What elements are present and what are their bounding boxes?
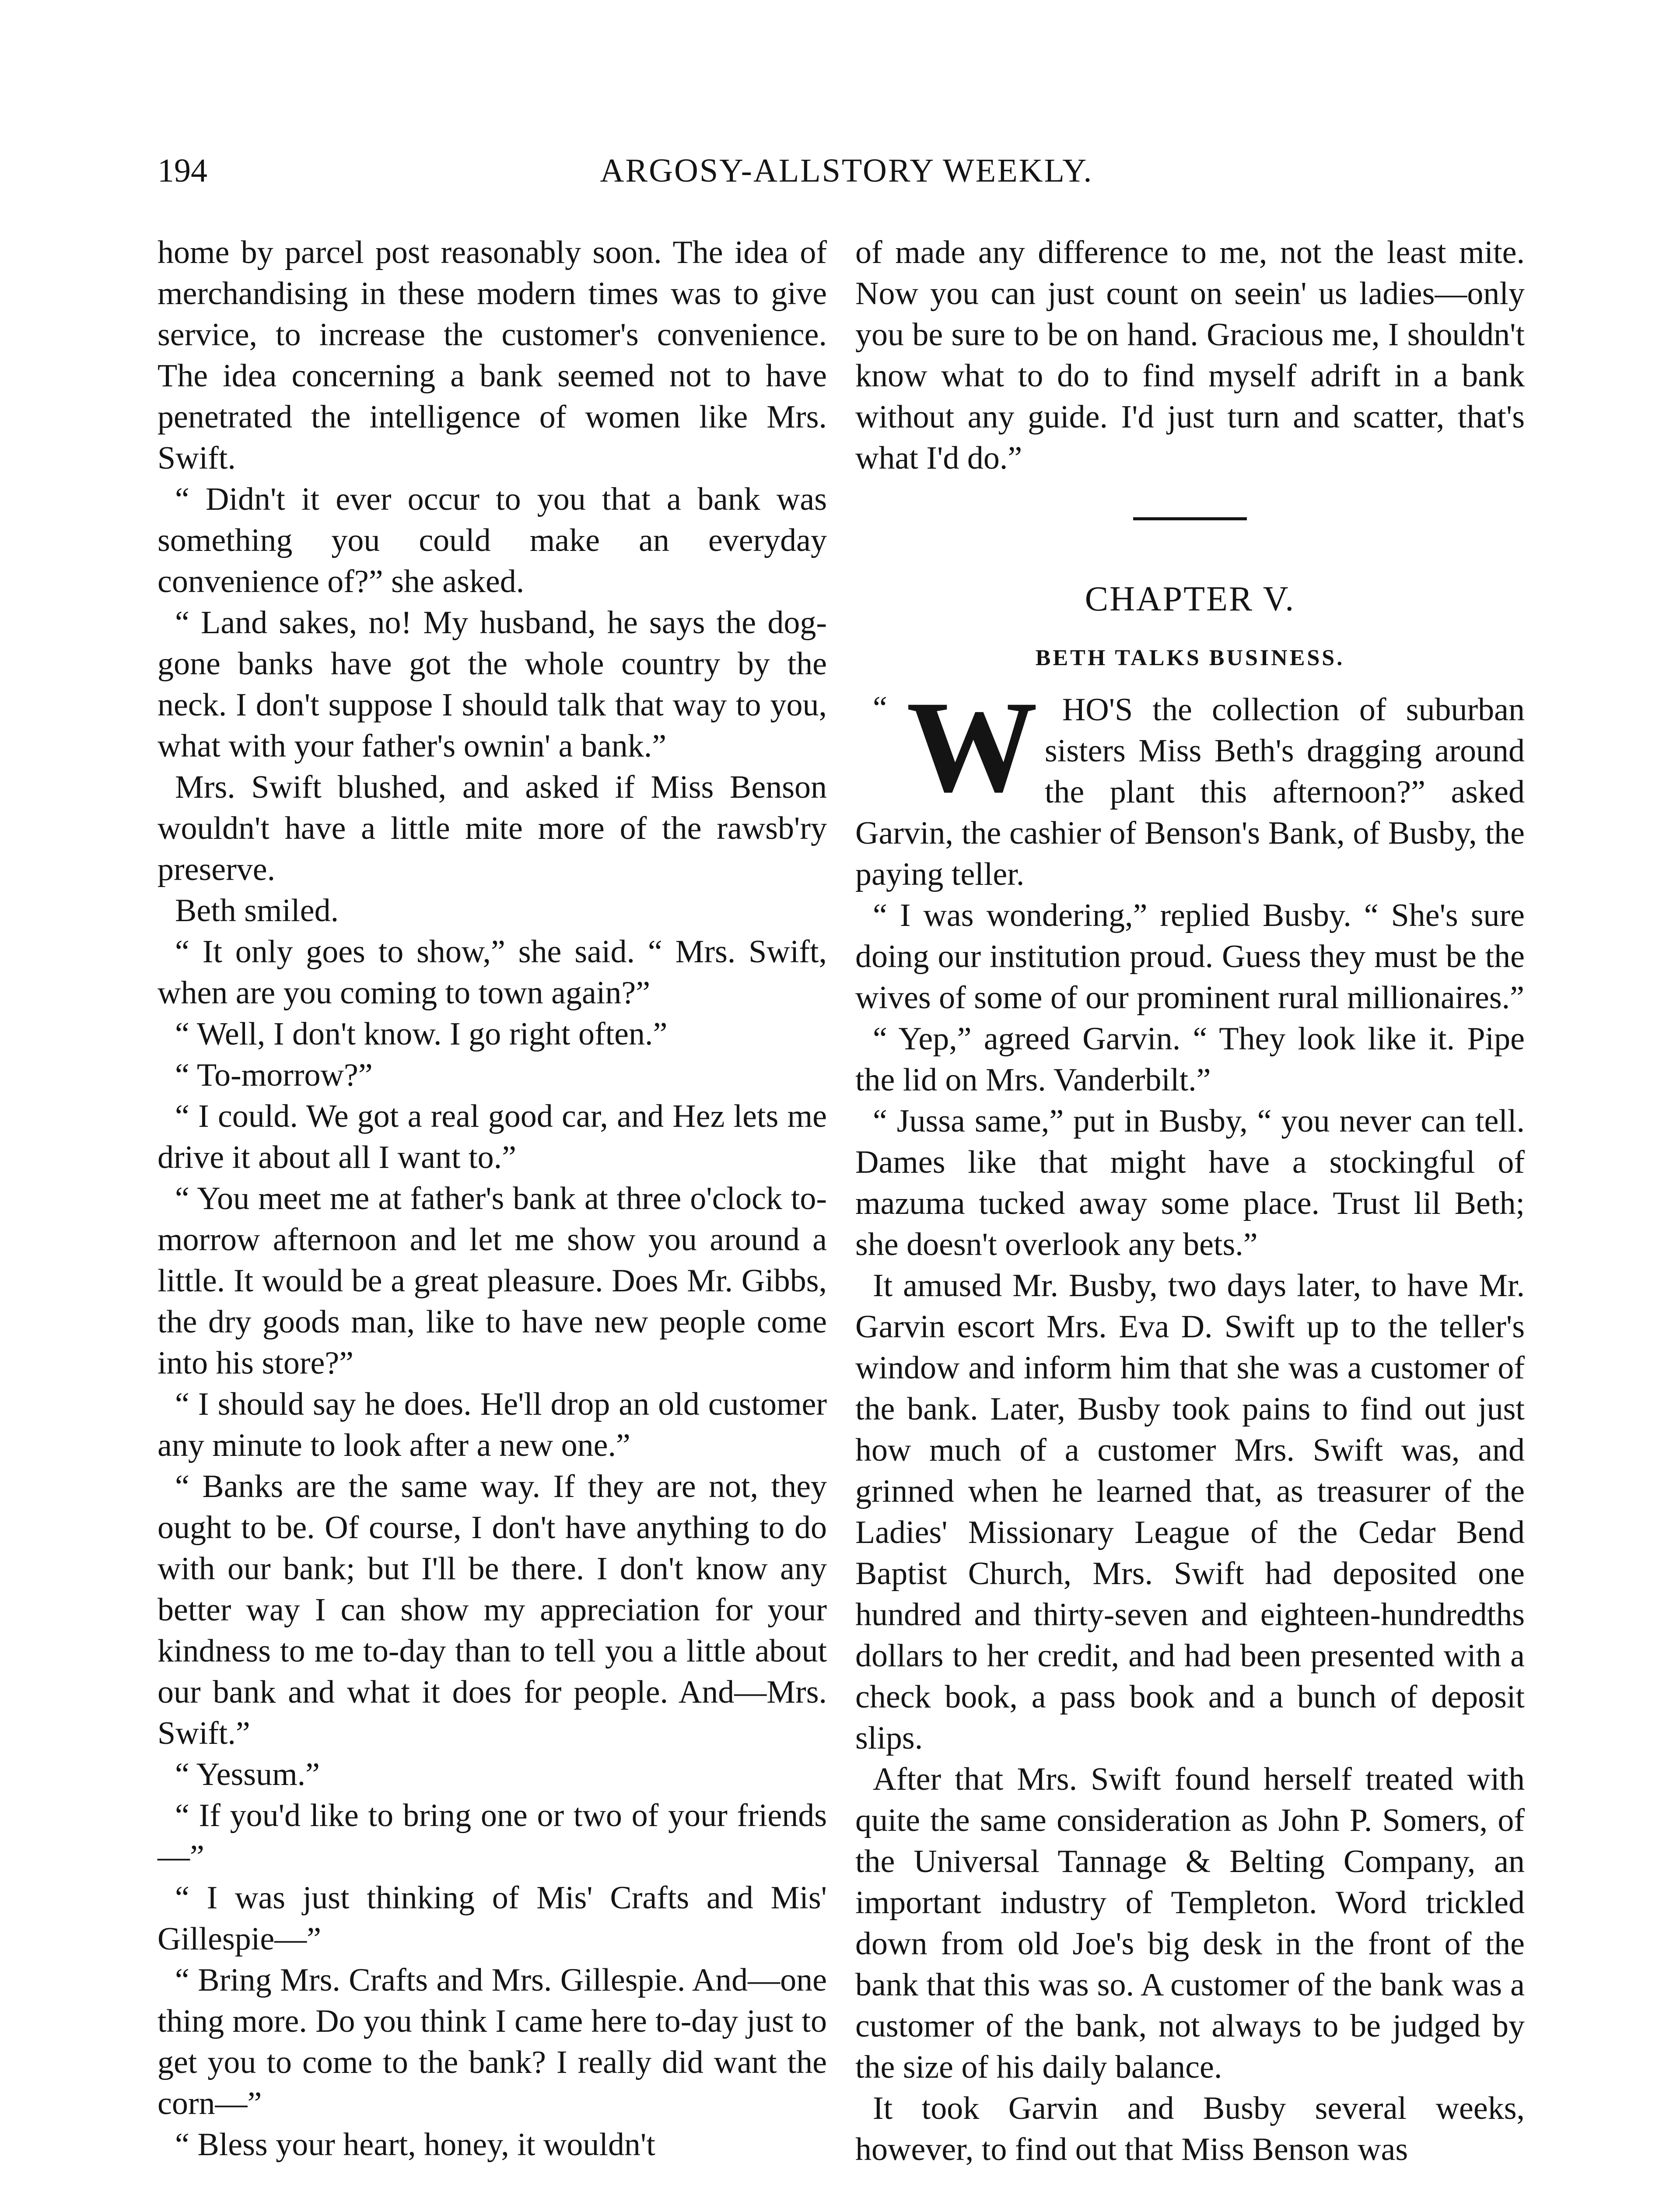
drop-cap: W: [906, 674, 1038, 819]
left-column: [158, 232, 827, 2165]
paragraph: It amused Mr. Busby, two days later, to have Mr. Garvin escort Mrs. Eva D. Swift up to the teller's window and inform him that she was a customer of the bank. Later, Busby took pains to find out just how much of a customer Mrs. Swift was, and grinned when he learned that, as treasurer of the Ladies' Missionary League of the Cedar Bend Baptist Church, Mrs. Swift had deposited one hundred and thirty-seven and eighteen-hundredths dollars to her credit, and had been presented with a check book, a pass book and a bunch of deposit slips.: [855, 1268, 1525, 1756]
paragraph: Beth smiled.: [175, 893, 339, 929]
chapter-heading: CHAPTER V.: [1085, 580, 1295, 618]
paragraph: Mrs. Swift blushed, and asked if Miss Benson wouldn't have a little mite more of the rawsb'ry preserve.: [158, 769, 827, 887]
paragraph: “ Didn't it ever occur to you that a bank was something you could make an everyday convenience of?” she asked.: [158, 481, 827, 600]
paragraph: “ I was just thinking of Mis' Crafts and Mis' Gillespie—”: [158, 1880, 827, 1957]
paragraph: “ I was wondering,” replied Busby. “ She's sure doing our institution proud. Guess they must be the wives of some of our prominent rural millionaires.”: [855, 898, 1525, 1016]
right-column: [855, 232, 1525, 2170]
paragraph: After that Mrs. Swift found herself treated with quite the same consideration as John P. Somers, of the Universal Tannage & Belting Company, an important industry of Templeton. Word trickled down from old Joe's big desk in the front of the bank that this was so. A customer of the bank was a customer of the bank, not always to be judged by the size of his daily balance.: [855, 1761, 1525, 2085]
paragraph: “ To-morrow?”: [175, 1057, 373, 1093]
chapter-subtitle: BETH TALKS BUSINESS.: [1035, 645, 1345, 670]
opening-paragraph-text: HO'S the collection of suburban sisters Miss Beth's dragging around the plant this afternoon?” asked Garvin, the cashier of Benson's Bank, of Busby, the paying teller.: [855, 692, 1525, 892]
paragraph: “ You meet me at father's bank at three o'clock to-morrow afternoon and let me show you around a little. It would be a great pleasure. Does Mr. Gibbs, the dry goods man, like to have new people come into his store?”: [158, 1181, 827, 1381]
continuation-paragraph: of made any difference to me, not the least mite. Now you can just count on seein' us ladies—only you be sure to be on hand. Gracious me, I shouldn't know what to do to find myself adrift in a bank without any guide. I'd just turn and scatter, that's what I'd do.”: [855, 235, 1525, 476]
opening-quote-mark: “: [873, 690, 887, 726]
paragraph: “ I could. We got a real good car, and Hez lets me drive it about all I want to.”: [158, 1098, 827, 1175]
paragraph: home by parcel post reasonably soon. The idea of merchandising in these modern times was to give service, to increase the customer's convenience. The idea concerning a bank seemed not to have penetrated the intelligence of women like Mrs. Swift.: [158, 235, 827, 476]
paragraph: “ Jussa same,” put in Busby, “ you never can tell. Dames like that might have a stockingful of mazuma tucked away some place. Trust lil Beth; she doesn't overlook any bets.”: [855, 1103, 1525, 1262]
paragraph: “ Land sakes, no! My husband, he says the dog-gone banks have got the whole country by the neck. I don't suppose I should talk that way to you, what with your father's ownin' a bank.”: [158, 605, 827, 764]
paragraph: “ It only goes to show,” she said. “ Mrs. Swift, when are you coming to town again?”: [158, 934, 827, 1011]
paragraph: “ Bless your heart, honey, it wouldn't: [175, 2127, 655, 2163]
paragraph: “ Banks are the same way. If they are not, they ought to be. Of course, I don't have anything to do with our bank; but I'll be there. I don't know any better way I can show my appreciation for your kindness to me to-day than to tell you a little about our bank and what it does for people. And—Mrs. Swift.”: [158, 1469, 827, 1751]
paragraph: “ Well, I don't know. I go right often.”: [175, 1016, 668, 1052]
paragraph: “ Bring Mrs. Crafts and Mrs. Gillespie. And—one thing more. Do you think I came here to-day just to get you to come to the bank? I really did want the corn—”: [158, 1962, 827, 2121]
paragraph: It took Garvin and Busby several weeks, however, to find out that Miss Benson was: [855, 2090, 1525, 2167]
chapter-opening-paragraph: [855, 674, 1525, 895]
paragraph: “ I should say he does. He'll drop an old customer any minute to look after a new one.”: [158, 1386, 827, 1463]
section-divider: [1133, 517, 1247, 520]
running-title: ARGOSY-ALLSTORY WEEKLY.: [600, 152, 1093, 189]
paragraph: “ Yep,” agreed Garvin. “ They look like it. Pipe the lid on Mrs. Vanderbilt.”: [855, 1021, 1525, 1098]
paragraph: “ Yessum.”: [175, 1757, 320, 1792]
page-number: 194: [158, 152, 207, 189]
paragraph: “ If you'd like to bring one or two of your friends—”: [158, 1798, 827, 1875]
page-header: [158, 144, 1536, 206]
